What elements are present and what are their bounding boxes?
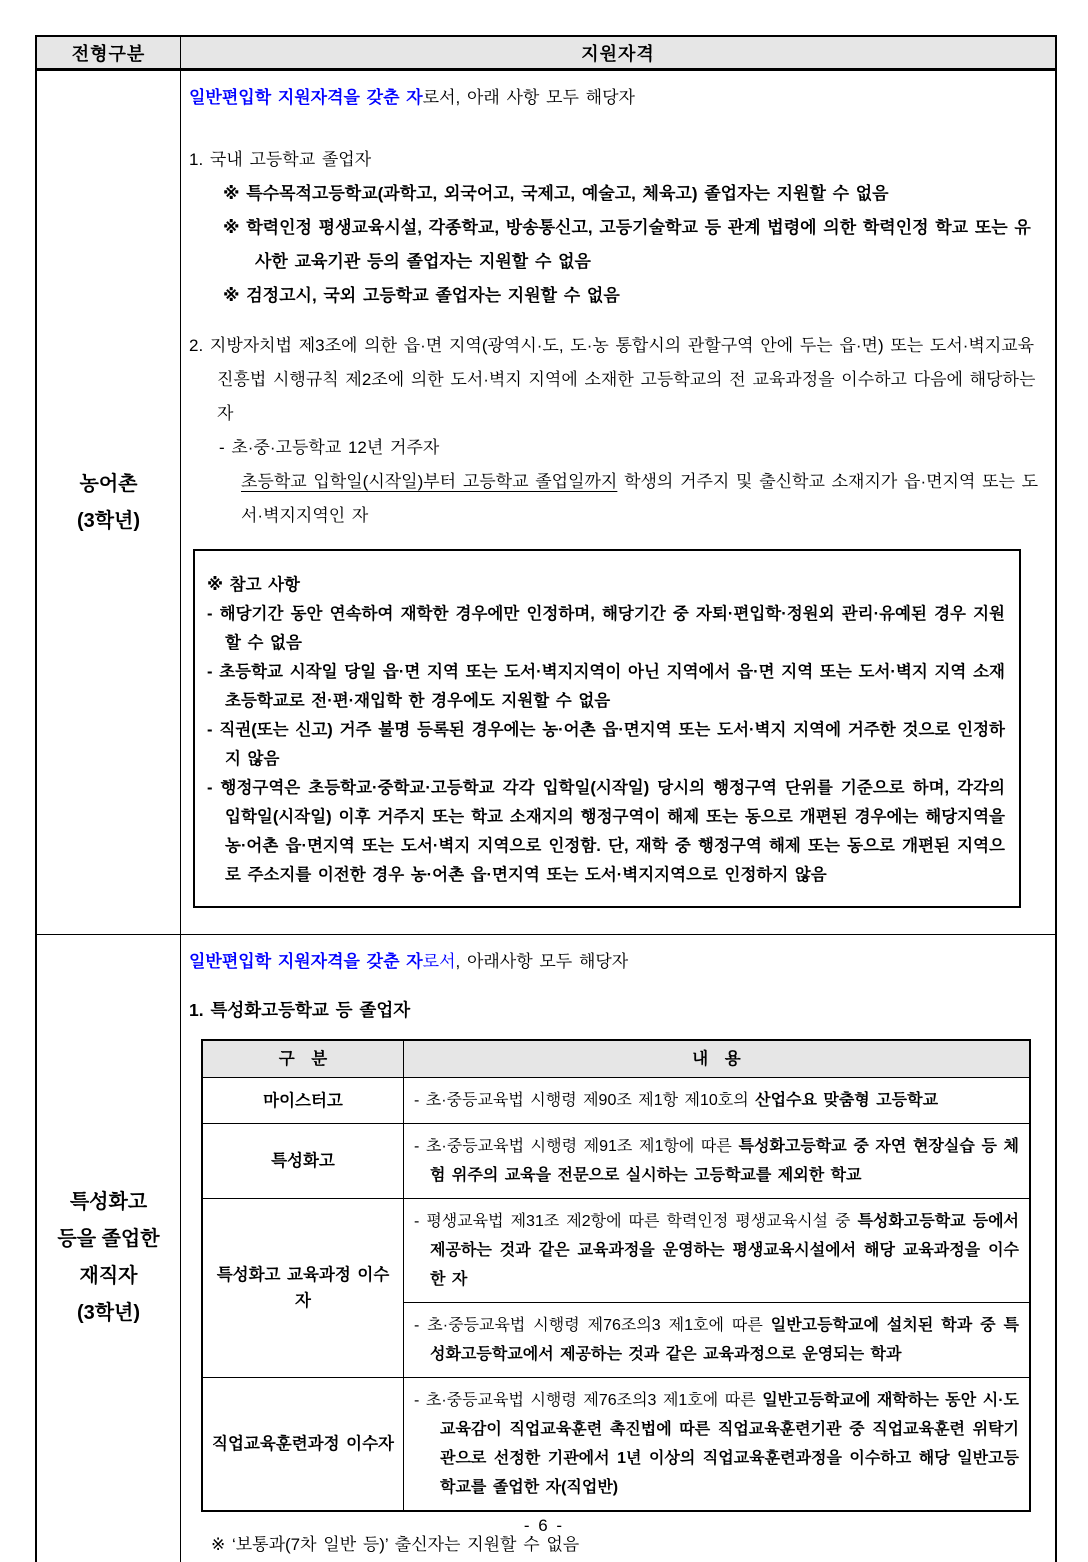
worker-label-line3: 재직자 [79, 1264, 138, 1287]
table-row-curriculum [202, 1199, 1030, 1303]
row-label-specialized: 특성화고 [202, 1124, 404, 1199]
worker-row-label [37, 935, 181, 1562]
worker-intro-highlight-tail: 로서 [422, 952, 456, 971]
table-row-meister [202, 1078, 1030, 1124]
page-number: - 6 - [523, 1516, 565, 1535]
school-type-header-row [202, 1040, 1030, 1078]
rural-label-line1: 농어촌 [79, 472, 138, 495]
rural-item2-period [241, 465, 1043, 533]
qualification-table [35, 35, 1057, 1562]
rural-row-label [37, 71, 181, 934]
worker-intro [189, 945, 1043, 979]
reference-box-item: - 행정구역은 초등학교·중학교·고등학교 각각 입학일(시작일) 당시의 행정구역 단위를 기준으로 하며, 각각의 입학일(시작일) 이후 거주지 또는 학교 소재지의 행정구역이 해제 또는 동으로 개편된 경우에는 해당지역을 농·어촌 읍·면지역 또는 도서·벽지 지역으로 인정함. 단, 재학 중 행정구역 해제 또는 동으로 개편된 지역으로 주소지를 이전한 경우 농·어촌 읍·면지역 또는 도서·벽지지역으로 인정하지 않음 [207, 779, 1005, 884]
row-content-vocational [404, 1378, 1031, 1512]
cell-text-bold: 특성화고등학교 등에서 제공하는 것과 같은 교육과정을 운영하는 평생교육시설에서 해당 교육과정을 이수한 자 [430, 1213, 1019, 1288]
rural-label-line2: (3학년) [76, 509, 141, 532]
rural-item2-resident: - 초·중·고등학교 12년 거주자 [219, 438, 440, 457]
period-rest: 학생의 거주지 및 출신학교 소재지가 읍·면지역 또는 도서·벽지지역인 자 [241, 472, 1039, 525]
reference-box [193, 549, 1021, 908]
cell-text-bold: 산업수요 맞춤형 고등학교 [755, 1092, 939, 1109]
worker-section-row [37, 935, 1055, 1562]
rural-intro-highlight: 일반편입학 지원자격을 갖춘 자 [189, 88, 423, 107]
cell-text: - 평생교육법 제31조 제2항에 따른 학력인정 평생교육시설 중 [414, 1213, 858, 1230]
underlined-period: 초등학교 입학일(시작일)부터 고등학교 졸업일까지 [241, 472, 618, 491]
school-type-header-content: 내 용 [404, 1040, 1031, 1078]
cell-text: - 초·중등교육법 시행령 제76조의3 제1호에 따른 [414, 1317, 771, 1334]
worker-label-line1: 특성화고 [69, 1190, 148, 1213]
worker-label-line4: (3학년) [76, 1301, 141, 1324]
reference-box-item: - 직권(또는 신고) 거주 불명 등록된 경우에는 농·어촌 읍·면지역 또는 도서·벽지 지역에 거주한 것으로 인정하지 않음 [207, 721, 1005, 768]
row-label-curriculum: 특성화고 교육과정 이수자 [202, 1199, 404, 1378]
cell-text: - 초·중등교육법 시행령 제90조 제1항 제10호의 [414, 1092, 756, 1109]
rural-item1-note: ※ 특수목적고등학교(과학고, 외국어고, 국제고, 예술고, 체육고) 졸업자는 지원할 수 없음 [223, 184, 889, 203]
worker-intro-rest: , 아래사항 모두 해당자 [455, 952, 629, 971]
header-category: 전형구분 [37, 37, 181, 68]
row-content-specialized [404, 1124, 1031, 1199]
cell-text-bold: 일반고등학교에 재학하는 동안 시·도 교육감이 직업교육훈련 촉진법에 따른 직업교육훈련기관 중 직업교육훈련 위탁기관으로 선정한 기관에서 1년 이상의 직업교육훈련과정을 이수하고 해당 일반고등학교를 졸업한 자(직업반) [440, 1392, 1019, 1496]
reference-box-item: - 초등학교 시작일 당일 읍·면 지역 또는 도서·벽지지역이 아닌 지역에서 읍·면 지역 또는 도서·벽지 지역 소재 초등학교로 전·편·재입학 한 경우에도 지원할 수 없음 [207, 663, 1005, 710]
worker-heading: 1. 특성화고등학교 등 졸업자 [189, 1000, 411, 1020]
rural-item1-title: 1. 국내 고등학교 졸업자 [189, 150, 372, 169]
row-label-vocational: 직업교육훈련과정 이수자 [202, 1378, 404, 1512]
cell-text-bold: 일반고등학교에 설치된 학과 중 특성화고등학교에서 제공하는 것과 같은 교육과정으로 운영되는 학과 [430, 1317, 1019, 1363]
row-content-meister [404, 1078, 1031, 1124]
worker-intro-highlight: 일반편입학 지원자격을 갖춘 자 [189, 952, 423, 971]
worker-label-line2: 등을 졸업한 [57, 1227, 160, 1250]
rural-item1-note: ※ 학력인정 평생교육시설, 각종학교, 방송통신고, 고등기술학교 등 관계 법령에 의한 학력인정 학교 또는 유사한 교육기관 등의 졸업자는 지원할 수 없음 [223, 218, 1031, 271]
table-header-row [37, 37, 1055, 71]
cell-text-bold: 특성화고등학교 중 자연 현장실습 등 체험 위주의 교육을 전문으로 실시하는 고등학교를 제외한 학교 [430, 1138, 1019, 1184]
worker-content-cell [181, 935, 1055, 1562]
rural-section-row [37, 71, 1055, 935]
school-type-table [201, 1039, 1031, 1512]
worker-footnote: ※ ‘보통과(7차 일반 등)’ 출신자는 지원할 수 없음 [211, 1535, 580, 1554]
row-label-meister: 마이스터고 [202, 1078, 404, 1124]
school-type-header-category: 구 분 [202, 1040, 404, 1078]
reference-box-title: ※ 참고 사항 [207, 576, 300, 594]
rural-content-cell [181, 71, 1055, 934]
rural-intro-rest: 로서, 아래 사항 모두 해당자 [422, 88, 635, 107]
rural-item2-title: 2. 지방자치법 제3조에 의한 읍·면 지역(광역시·도, 도·농 통합시의 관할구역 안에 두는 읍·면) 또는 도서·벽지교육진흥법 시행규칙 제2조에 의한 도서·벽지 지역에 소재한 고등학교의 전 교육과정을 이수하고 다음에 해당하는 자 [189, 336, 1036, 423]
header-qualification: 지원자격 [581, 43, 655, 64]
cell-text: - 초·중등교육법 시행령 제91조 제1항에 따른 [414, 1138, 739, 1155]
reference-box-item: - 해당기간 동안 연속하여 재학한 경우에만 인정하며, 해당기간 중 자퇴·편입학·정원외 관리·유예된 경우 지원할 수 없음 [207, 605, 1005, 652]
row-content-curriculum-2 [404, 1303, 1031, 1378]
rural-intro [189, 81, 1043, 115]
cell-text: - 초·중등교육법 시행령 제76조의3 제1호에 따른 [414, 1392, 763, 1409]
table-row-vocational [202, 1378, 1030, 1512]
table-row-specialized [202, 1124, 1030, 1199]
rural-item1-note: ※ 검정고시, 국외 고등학교 졸업자는 지원할 수 없음 [223, 286, 620, 305]
row-content-curriculum-1 [404, 1199, 1031, 1303]
